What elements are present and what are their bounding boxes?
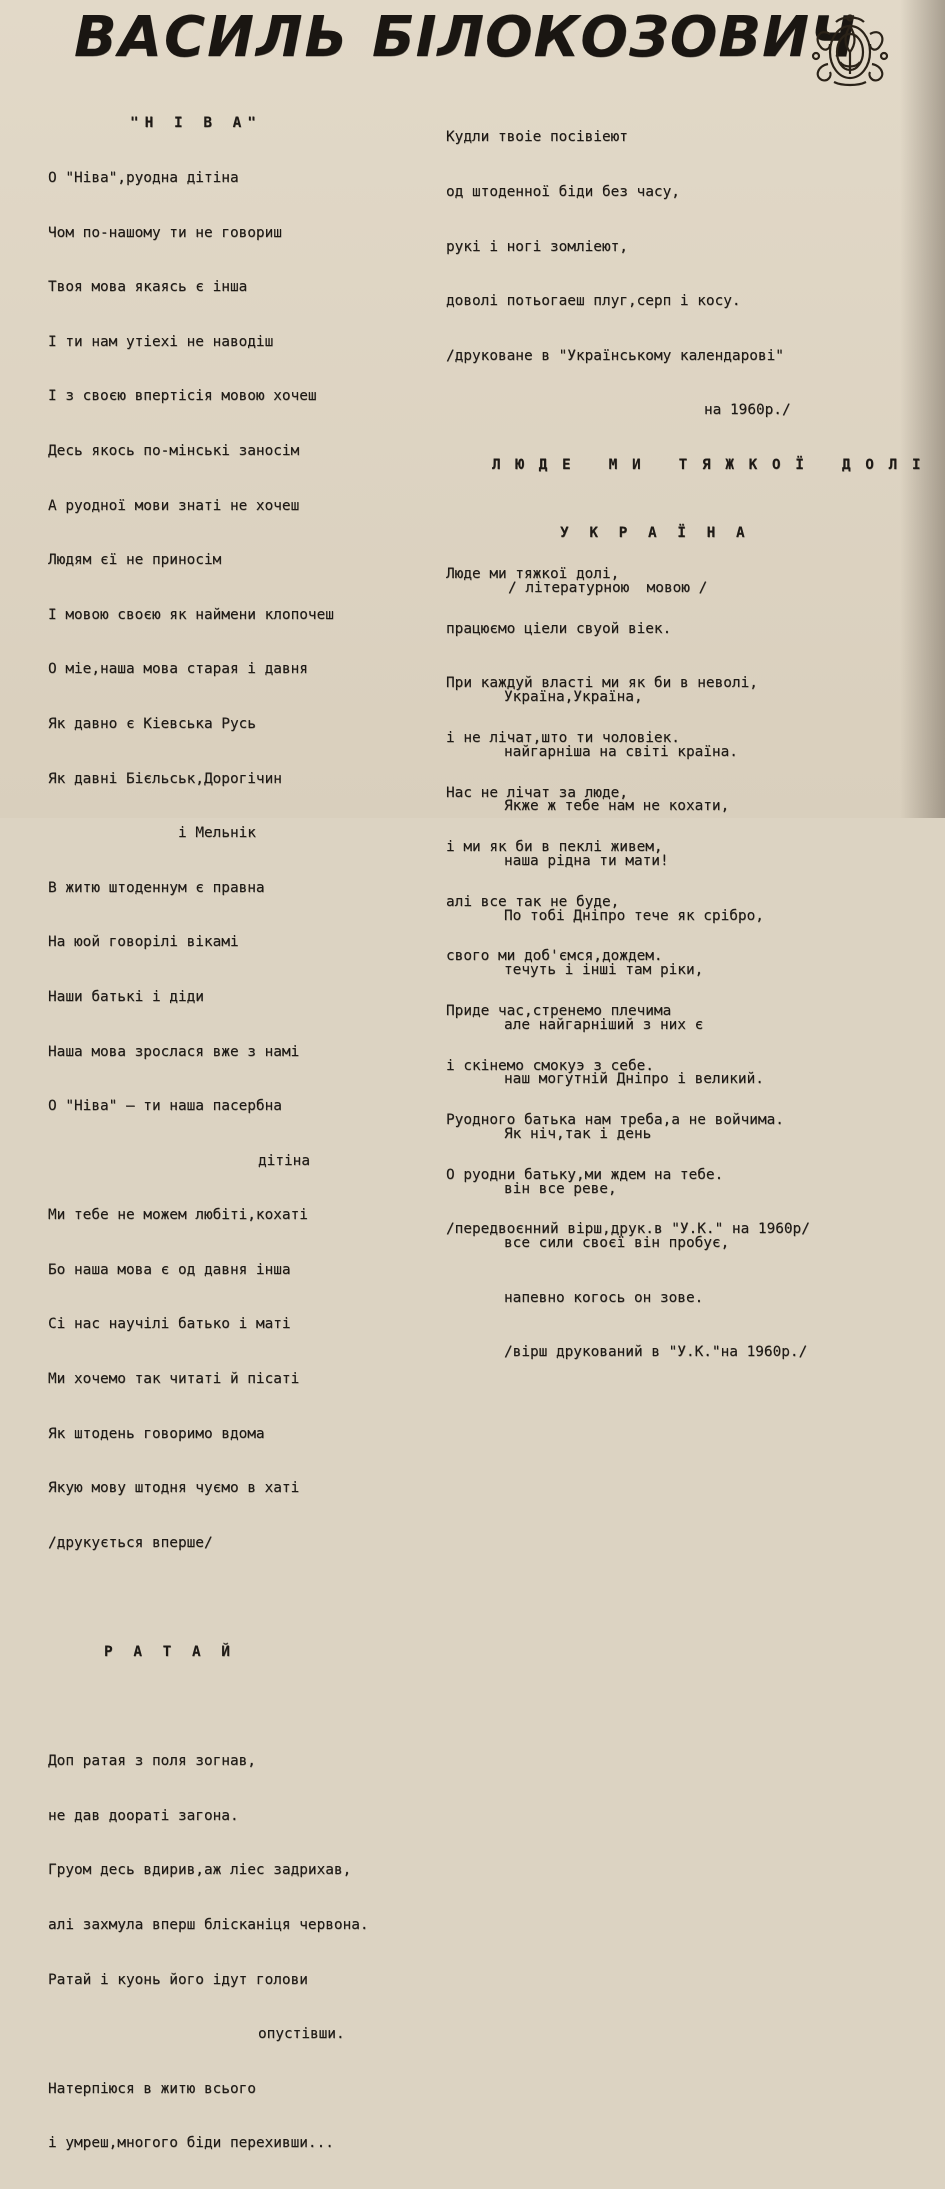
poem-line: Ми хочемо так читаті й пісаті <box>48 1371 300 1388</box>
poem-line: Нас не лічат за люде, <box>446 784 628 801</box>
poem-source-note: /друковане в "Українському календарові" <box>446 347 784 364</box>
poem-line: і Мельнік <box>178 825 256 842</box>
poem-line: і умреш,многого біди перехивши... <box>48 2135 334 2152</box>
poem-line: але найгарніший з них є <box>504 1016 704 1033</box>
poem-line: і ми як би в пеклі живем, <box>446 839 663 856</box>
poem-line: рукі і ногі зомліеют, <box>446 238 628 255</box>
poem-line: По тобі Дніпро тече як срібро, <box>504 907 764 924</box>
poem-line: О "Ніва" — ти наша пасербна <box>48 1098 282 1115</box>
header <box>0 0 945 90</box>
poem-line: і скінемо смокуэ з себе. <box>446 1057 654 1074</box>
poem-line: Сі нас научілі батько і маті <box>48 1316 291 1333</box>
poem-line: Руодного батька нам треба,а не войчима. <box>446 1112 784 1129</box>
poem-line: І ти нам утіехі не наводіш <box>48 333 274 350</box>
poem-line: Якже ж тебе нам не кохати, <box>504 798 730 815</box>
ornament-emblem-icon <box>806 12 894 88</box>
poem-line: наш могутній Дніпро і великий. <box>504 1071 764 1088</box>
poem-line: він все реве, <box>504 1180 617 1197</box>
poem-line: все сили своєї він пробує, <box>504 1235 730 1252</box>
poem-title-ratai: Р А Т А Й <box>104 1644 236 1661</box>
poem-title-niva: "Н І В А" <box>130 115 262 132</box>
poem-line: Доп ратая з поля зогнав, <box>48 1753 256 1770</box>
poem-source-note: /друкується вперше/ <box>48 1534 213 1551</box>
author-first-name: ВАСИЛЬ <box>74 5 350 70</box>
poem-line: найгарніша на світі країна. <box>504 743 738 760</box>
poem-line: Людям єї не приносім <box>48 552 222 569</box>
poem-line: Десь якось по-мінськi заносім <box>48 442 300 459</box>
poem-line: О міе,наша мова старая і давня <box>48 661 308 678</box>
poem-line: алі все так не буде, <box>446 893 620 910</box>
poem-line: І мовою своєю як наймени клопочеш <box>48 606 334 623</box>
poem-line: доволі потьогаеш плуг,серп і косу. <box>446 293 741 310</box>
poem-line: дітіна <box>258 1152 310 1169</box>
poem-line: Україна,Україна, <box>504 689 643 706</box>
poem-line: І з своєю впертісія мовою хочеш <box>48 388 317 405</box>
poem-line: працюємо ціели свуой віек. <box>446 620 672 637</box>
poem-line: О руодни батьку,ми ждем на тебе. <box>446 1166 724 1183</box>
poem-line: О "Ніва",руодна дітіна <box>48 170 239 186</box>
left-column <box>48 78 369 2189</box>
poem-line: течуть і інші там ріки, <box>504 962 704 979</box>
poem-line: Як давні Бієльськ,Дорогічин <box>48 770 282 787</box>
poem-line: Як давно є Кіевська Русь <box>48 715 256 732</box>
poem-line: Кудли твоіе посівіеют <box>446 129 628 146</box>
poem-source-note: /вірш друкований в "У.К."на 1960р./ <box>504 1344 808 1361</box>
poem-line: При каждуй власті ми як би в неволі, <box>446 675 758 692</box>
poem-line: опустівши. <box>258 2026 345 2043</box>
poem-line: Бо наша мова є од давня інша <box>48 1261 291 1278</box>
poem-line: і не лічат,што ти чоловіек. <box>446 729 680 746</box>
poem-line: Як ніч,так і день <box>504 1125 652 1142</box>
author-last-name: БІЛОКОЗОВИЧ <box>372 5 857 70</box>
poem-source-note: /передвоєнний вірш,друк.в "У.К." на 1960р/ <box>446 1221 810 1238</box>
poem-line: Як штодень говоримо вдома <box>48 1425 265 1442</box>
poem-source-note: на 1960р./ <box>704 402 791 419</box>
poem-line: Люде ми тяжкої долі, <box>446 566 620 583</box>
poem-line: Ми тебе не можем любіті,кохаті <box>48 1207 308 1224</box>
poem-line: Ратай і куонь його ідут голови <box>48 1971 308 1988</box>
poem-line: Якую мову штодня чуємо в хаті <box>48 1480 300 1497</box>
poem-line: наша рідна ти мати! <box>504 852 669 869</box>
poem-line: На юой говорілі вікамі <box>48 934 239 951</box>
poem-subtitle: / літературною мовою / <box>508 580 708 596</box>
spacer <box>48 1588 369 1606</box>
poem-line: Чом по-нашому ти не говориш <box>48 224 282 241</box>
poem-line: Натерпіюся в житю всього <box>48 2080 256 2097</box>
right-column-lower <box>504 488 807 1398</box>
poem-line: не дав дooраті загона. <box>48 1807 239 1824</box>
poem-line: напевно когось он зове. <box>504 1289 704 1306</box>
poem-line: алі захмула вперш блісканіця червона. <box>48 1917 369 1933</box>
poem-line: Приде час,стренемо плечима <box>446 1002 672 1019</box>
poem-line: Груом десь вдирив,аж ліес задрихав, <box>48 1862 352 1879</box>
poem-line: свого ми доб'ємся,дождем. <box>446 948 663 965</box>
poem-line: В житю штоденнум є правна <box>48 879 265 896</box>
poem-line: Наша мова зрослася вже з намі <box>48 1043 300 1060</box>
poem-line: од штоденної біди без часу, <box>446 184 680 200</box>
poem-title-ukraina: У К Р А Ї Н А <box>560 525 751 542</box>
poem-line: Твоя мова якаясь є інша <box>48 279 248 296</box>
poem-line: А руодної мови знаті не хочеш <box>48 497 300 514</box>
spacer <box>504 634 807 652</box>
poem-line: Наши батькі і діди <box>48 988 204 1005</box>
poem-title-liude: Л Ю Д Е М И Т Я Ж К О Ї Д О Л І <box>492 456 924 473</box>
spacer <box>48 1698 369 1716</box>
